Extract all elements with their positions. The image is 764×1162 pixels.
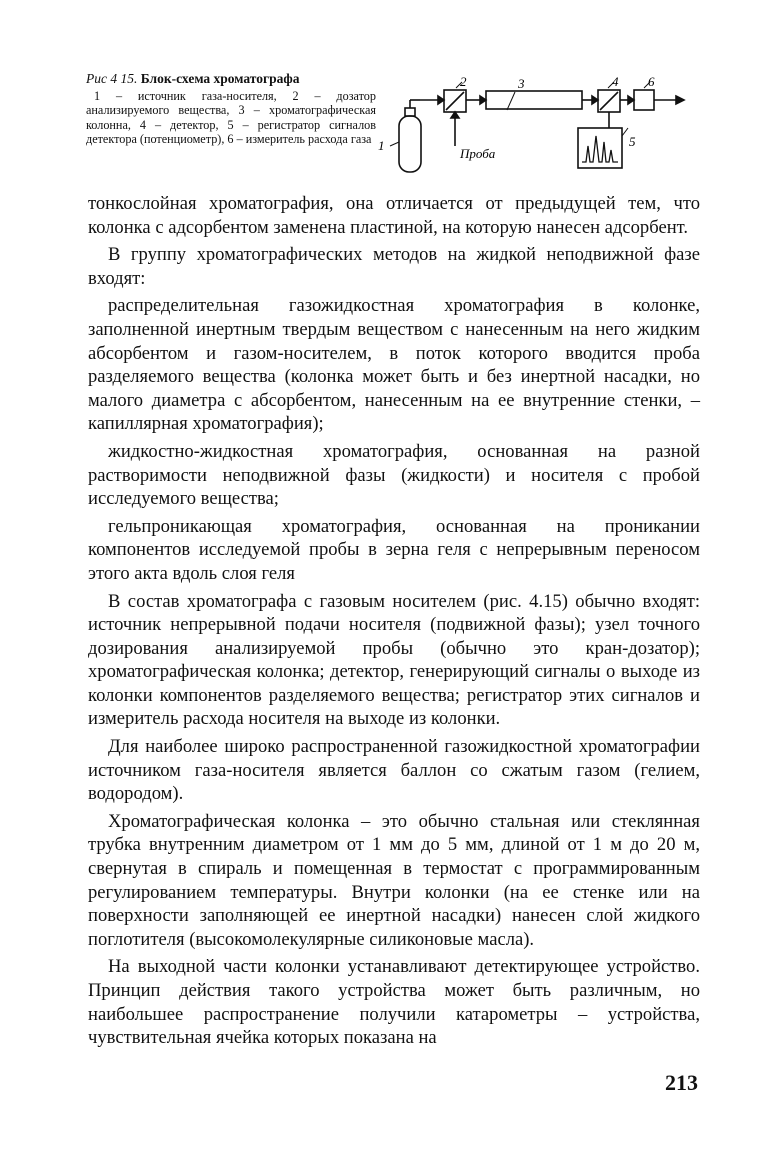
paragraph: тонкослойная хроматография, она отличается от предыдущей тем, что колонка с адсорбентом заменена пластиной, на которую нанесен адсорбент. bbox=[88, 193, 700, 238]
paragraph: Для наиболее широко распространенной газожидкостной хроматографии источником газа-носителя является баллон со сжатым газом (гелием, водородом). bbox=[88, 736, 700, 805]
label-5: 5 bbox=[629, 134, 636, 149]
caption-title-line bbox=[86, 72, 376, 87]
paragraph: В состав хроматографа с газовым носителем (рис. 4.15) обычно входят: источник непрерывной подачи носителя (подвижной фазы); узел точного дозирования анализируемой пробы (обычно это кран-дозатор); хроматографическая колонка; детектор, генерирующий сигналы о выходе из колонки компонентов разделяемого вещества; регистратор этих сигналов и измеритель расхода носителя на выходе из колонки. bbox=[88, 590, 700, 730]
sample-label: Проба bbox=[460, 146, 496, 161]
list-item: жидкостно-жидкостная хроматография, основанная на разной растворимости неподвижной фазы (жидкости) и носителя с пробой исследуемого вещества; bbox=[88, 440, 700, 510]
label-1: 1 bbox=[378, 138, 385, 153]
label-4: 4 bbox=[612, 76, 619, 89]
chromatogram-peaks bbox=[582, 136, 618, 162]
list-item: распределительная газожидкостная хроматография в колонке, заполненной инертным твердым веществом с нанесенным на него жидким абсорбентом и газом-носителем, в поток которого вводится проба разделяемого вещества (колонка может быть и без инертной насадки, но малого диаметра с абсорбентом, нанесенным на ее внутренние стенки, – капиллярная хроматография); bbox=[88, 295, 700, 435]
cylinder-valve bbox=[405, 108, 415, 116]
paragraph: На выходной части колонки устанавливают детектирующее устройство. Принцип действия такого устройства может быть различным, но наибольшее распространение получили катарометры – устройства, чувствительная ячейка которых показана на bbox=[88, 956, 700, 1049]
gas-cylinder bbox=[399, 116, 421, 172]
chromatograph-block-diagram bbox=[372, 76, 692, 184]
list-item: гельпроникающая хроматография, основанная на проникании компонентов исследуемой пробы в зерна геля с непрерывным переносом этого акта вдоль слоя геля bbox=[88, 515, 700, 584]
caption-legend: 1 – источник газа-носителя, 2 – дозатор анализируемого вещества, 3 – хроматографическая колонна, 4 – детектор, 5 – регистратор сигналов детектора (потенциометр), 6 – измеритель расхода газа bbox=[86, 88, 376, 147]
page-number: 213 bbox=[665, 1070, 698, 1095]
paragraph: В группу хроматографических методов на жидкой неподвижной фазе входят: bbox=[88, 244, 700, 289]
caption-title: Блок-схема хроматографа bbox=[140, 71, 300, 86]
label-6: 6 bbox=[648, 76, 655, 89]
caption-prefix: Рис 4 15. bbox=[86, 71, 138, 86]
label-2: 2 bbox=[460, 76, 467, 89]
block-diagram-svg bbox=[372, 76, 692, 184]
paragraph: Хроматографическая колонка – это обычно стальная или стеклянная трубка внутренним диаметром от 1 мм до 5 мм, длиной от 1 м до 20 м, свернутая в спираль и помещенная в термостат с программированным регулированием температуры. Внутри колонки (на ее стенке или на поверхности заполняющей ее инертной насадки) нанесен слой жидкого поглотителя (высокомолекулярные силиконовые масла). bbox=[88, 810, 700, 950]
figure-caption bbox=[86, 72, 376, 147]
label-3: 3 bbox=[518, 76, 525, 91]
column-box bbox=[486, 91, 582, 109]
flowmeter-box bbox=[634, 90, 654, 110]
main-text bbox=[88, 192, 700, 1054]
